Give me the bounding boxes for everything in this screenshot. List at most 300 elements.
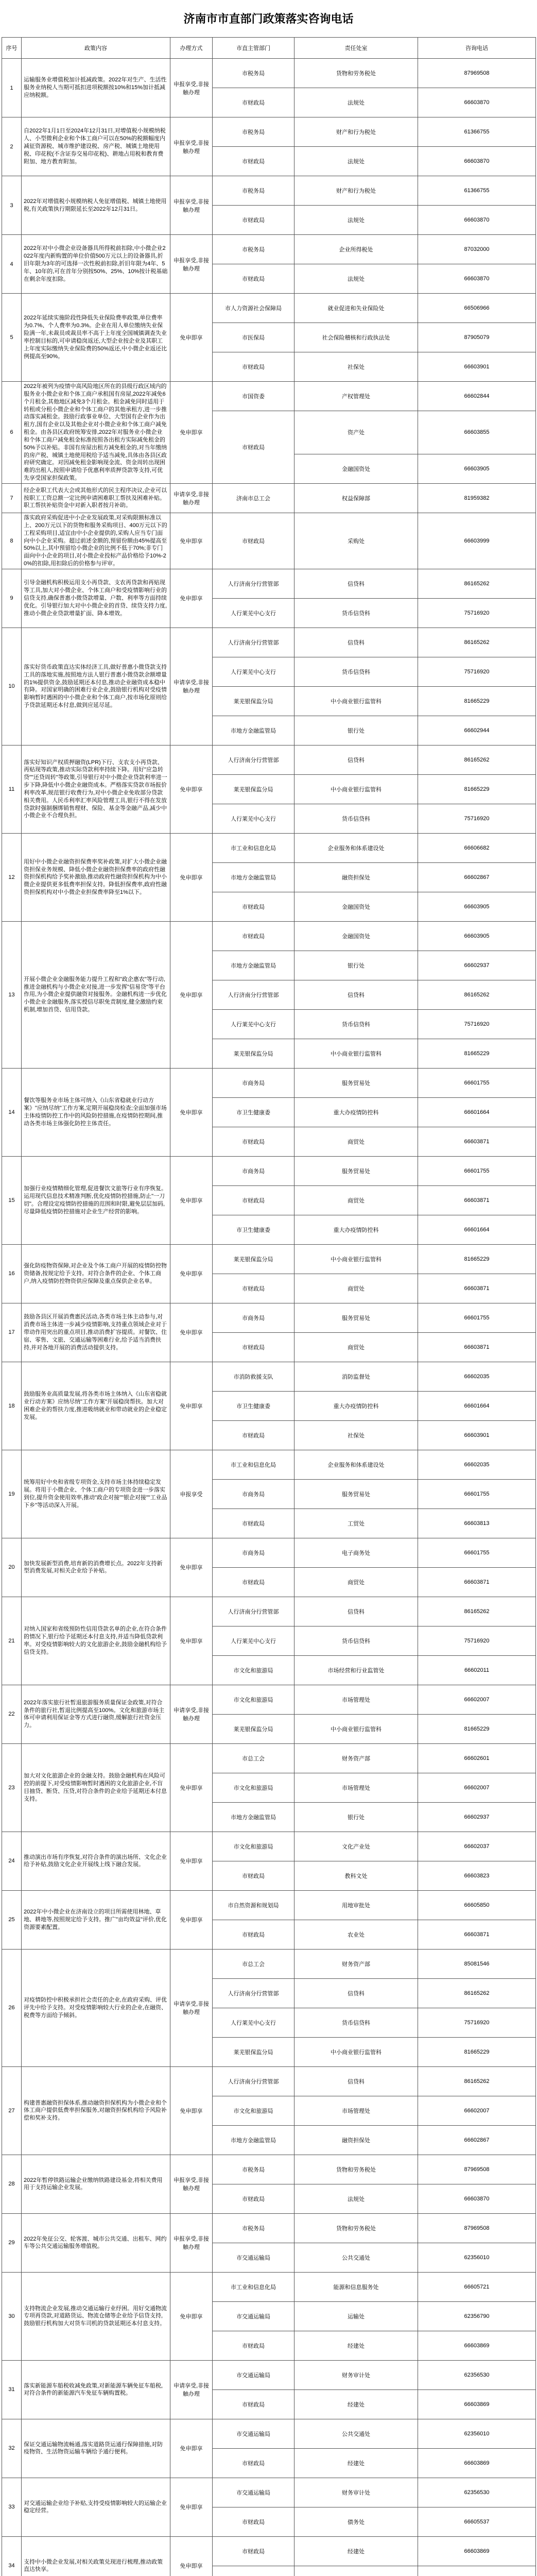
table-row	[2, 294, 536, 323]
handling-method: 免申即享	[170, 1890, 213, 1949]
consult-phone: 66605850	[418, 1890, 536, 1920]
responsible-department: 公共交通处	[295, 2243, 418, 2272]
responsible-department: 银行处	[295, 716, 418, 745]
municipal-unit: 市税务局	[213, 235, 295, 264]
table-row	[2, 2419, 536, 2448]
consult-phone: 86165262	[418, 1978, 536, 2008]
responsible-department: 服务贸易处	[295, 1303, 418, 1332]
table-row	[2, 1743, 536, 1773]
responsible-department: 经建处	[295, 2389, 418, 2419]
consult-phone: 66601755	[418, 1156, 536, 1185]
table-row	[2, 1068, 536, 1097]
consult-phone: 86165262	[418, 2066, 536, 2096]
responsible-department: 融资担保处	[295, 862, 418, 892]
municipal-unit: 人行济南分行营管部	[213, 2066, 295, 2096]
row-index: 10	[2, 628, 22, 745]
policy-content: 加大对文化旅游企业的金融支持。鼓励金融机构在风险可控的前提下,对受疫情影响暂时遇困的文化旅游企业,不盲目抽贷、断贷、压贷,对符合条件的企业给予延期还本付息支持。	[22, 1743, 170, 1832]
responsible-department: 市场经营和行业监管处	[295, 1655, 418, 1685]
handling-method: 免申即享	[170, 513, 213, 569]
municipal-unit: 人行莱芜中心支行	[213, 598, 295, 628]
row-index: 2	[2, 117, 22, 176]
policy-content: 运输服务业增值税加计抵减政策。2022年对生产、生活性服务业纳税人当期可抵扣进项税额按10%和15%加计抵减应纳税额。	[22, 59, 170, 117]
municipal-unit: 市财政局	[213, 411, 295, 484]
consult-phone: 75716920	[418, 1009, 536, 1039]
row-index: 19	[2, 1450, 22, 1538]
municipal-unit: 人行莱芜中心支行	[213, 1009, 295, 1039]
handling-method: 免申即享	[170, 2536, 213, 2576]
table-row	[2, 1890, 536, 1920]
consult-phone: 66603905	[418, 892, 536, 921]
consult-phone: 86165262	[418, 1597, 536, 1626]
responsible-department: 产权管理处	[295, 382, 418, 411]
municipal-unit: 市财政局	[213, 1861, 295, 1890]
table-header-row	[2, 38, 536, 59]
consult-phone: 81665229	[418, 1714, 536, 1743]
table-row	[2, 1832, 536, 1861]
handling-method: 免申即享	[170, 1362, 213, 1450]
responsible-department: 货物和劳务税处	[295, 2155, 418, 2184]
responsible-department: 服务贸易处	[295, 1479, 418, 1509]
municipal-unit: 市财政局	[213, 264, 295, 294]
policy-content: 鼓励服务业高质量发展,将各类市场主体纳入《山东省稳就业行动方案》应纳尽纳"工作方案"开展稳岗帮扶。加大对困难企业的帮扶力度,推进吸纳就业和带动就业的企业稳定发展。	[22, 1362, 170, 1450]
row-index: 28	[2, 2155, 22, 2213]
row-index: 17	[2, 1303, 22, 1362]
municipal-unit: 莱芜银保监分局	[213, 686, 295, 716]
policy-content: 2022年对中小微企业设备器具所得税前扣除,中小微企业2022年度内新购置的单位价值500万元以上的设备器具,折旧年限为3年的可选择一次性税前扣除,折旧年限为4年、5年、10年的,可在首年分别按50%、25%、10%按计税基础在剩余年度扣除。	[22, 235, 170, 294]
consult-phone	[418, 2566, 536, 2576]
row-index: 9	[2, 569, 22, 628]
row-index: 13	[2, 921, 22, 1068]
row-index: 22	[2, 1685, 22, 1743]
table-row	[2, 1362, 536, 1391]
policy-content: 支持中小微企业发展,对相关政策兑现进行梳理,推动政策直达快享。	[22, 2536, 170, 2576]
municipal-unit: 市文化和旅游局	[213, 2096, 295, 2125]
responsible-department: 中小商业银行监管科	[295, 1039, 418, 1068]
policy-content: 2022年落实旅行社暂退旅游服务质量保证金政策,对符合条件的旅行社,暂退比例提高至100%。文化和旅游市场主体可申请利用保证金等方式进行融资,缓解旅行社资金压力。	[22, 1685, 170, 1743]
responsible-department: 经建处	[295, 2448, 418, 2478]
municipal-unit: 市财政局	[213, 2389, 295, 2419]
row-index: 24	[2, 1832, 22, 1890]
consult-phone: 86165262	[418, 980, 536, 1009]
consult-phone: 66603871	[418, 1127, 536, 1156]
consult-phone: 66602867	[418, 862, 536, 892]
responsible-department: 信贷科	[295, 1978, 418, 2008]
row-index: 27	[2, 2066, 22, 2155]
policy-content: 加强行业疫情精细化管理,促进餐饮文旅等行业有序恢复。运用现代信息技术精准判断,优化疫情防控措施,防止"一刀切"。合理设定疫情防控措施的范围和时限,避免层层加码,尽量降低疫情防控措施对企业生产经营的影响。	[22, 1156, 170, 1244]
consult-phone: 66601664	[418, 1215, 536, 1244]
handling-method: 免申即享	[170, 1538, 213, 1597]
municipal-unit: 市财政局	[213, 1274, 295, 1303]
municipal-unit: 市交通运输局	[213, 2243, 295, 2272]
municipal-unit: 市财政局	[213, 1920, 295, 1949]
table-row	[2, 1949, 536, 1978]
responsible-department: 工贸处	[295, 1509, 418, 1538]
handling-method: 免申即享	[170, 1597, 213, 1685]
handling-method: 申请享受,非接触办理	[170, 483, 213, 513]
consult-phone: 66603871	[418, 1567, 536, 1597]
consult-phone: 87032000	[418, 235, 536, 264]
responsible-department: 社会保险稽核和行政执法处	[295, 323, 418, 352]
municipal-unit: 莱芜银保监分局	[213, 2037, 295, 2066]
responsible-department: 信贷科	[295, 980, 418, 1009]
consult-phone: 75716920	[418, 1626, 536, 1655]
policy-content: 构建普惠融资担保体系,推动融资担保机构为小微企业和个体工商户提供低费率担保服务,对融资担保机构给予风险补偿和奖补支持。	[22, 2066, 170, 2155]
policy-content: 强化防疫物资保障,对企业及个体工商户开展的疫情防控物资储备,按规定给予支持。对符合条件的企业、个体工商户,纳入疫情防控物资供应保障及重点保供企业名单。	[22, 1244, 170, 1303]
responsible-department: 采购处	[295, 513, 418, 569]
row-index: 20	[2, 1538, 22, 1597]
handling-method: 免申即享	[170, 1743, 213, 1832]
policy-content: 鼓励各县区开展消费惠民活动,各类市场主体主动参与,对消费市场主体进一步减少疫情影响,支持重点领域企业对于带动作用突出的重点项目,推动消费扩容提质。对餐饮、住宿、零售、文旅、交通运输等困难行业,给予适当消费扶持,并对各地开展的消费活动提供支持。	[22, 1303, 170, 1362]
municipal-unit: 人行莱芜中心支行	[213, 2008, 295, 2037]
responsible-department: 金融国资处	[295, 454, 418, 483]
consult-phone: 61366755	[418, 176, 536, 206]
handling-method: 免申即享	[170, 569, 213, 628]
row-index: 14	[2, 1068, 22, 1156]
policy-content: 2022年中小微企业在济南设立的项目所需使用林地、草地、耕地等,按照规定给予支持。推广"亩均效益"评价,优化资源要素配置。	[22, 1890, 170, 1949]
consult-phone: 66603813	[418, 1509, 536, 1538]
responsible-department: 信贷科	[295, 745, 418, 774]
responsible-department: 商贸处	[295, 1567, 418, 1597]
consult-phone: 66603869	[418, 2448, 536, 2478]
consult-phone: 87969508	[418, 2213, 536, 2243]
consult-phone: 66603901	[418, 352, 536, 382]
responsible-department: 商贸处	[295, 1274, 418, 1303]
policy-content: 落实新能源车船税收减免政策,对新能源车辆免征车船税,对符合条件的新能源汽车免征车辆购置税。	[22, 2360, 170, 2419]
consult-phone: 86165262	[418, 745, 536, 774]
row-index: 15	[2, 1156, 22, 1244]
row-index: 30	[2, 2272, 22, 2360]
municipal-unit: 市文化和旅游局	[213, 1655, 295, 1685]
policy-content: 经企业职工代表大会或其他形式的民主程序决议,企业可以按职工工资总额一定比例申请困难职工帮扶及困难补贴。职工帮扶补贴资金中对新入职者按月补助。	[22, 483, 170, 513]
responsible-department: 货币信贷科	[295, 804, 418, 833]
responsible-department: 法规处	[295, 88, 418, 117]
municipal-unit: 市商务局	[213, 1068, 295, 1097]
responsible-department: 货币信贷科	[295, 598, 418, 628]
responsible-department: 法规处	[295, 264, 418, 294]
responsible-department: 货物和劳务税处	[295, 59, 418, 88]
municipal-unit: 市交通运输局	[213, 2478, 295, 2507]
responsible-department: 中小商业银行监管科	[295, 686, 418, 716]
consult-phone: 87969508	[418, 59, 536, 88]
municipal-unit: 市商务局	[213, 1479, 295, 1509]
policy-content: 落实好货币政策直达实体经济工具,做好普惠小微贷款支持工具的落地实施,按照地方法人银行普惠小微贷款余额增量的1%提供资金,鼓励延期还本付息,推动企业融资成本稳中有降。对国家明确的困难行业企业,鼓励银行机构对受疫情影响暂时遇困的中小微企业和个体工商户,按市场化原则给予贷款延期还本付息,做到应延尽延。	[22, 628, 170, 745]
table-row	[2, 117, 536, 147]
table-row	[2, 382, 536, 411]
responsible-department: 财产和行为税处	[295, 117, 418, 147]
municipal-unit: 市总工会	[213, 1949, 295, 1978]
row-index: 8	[2, 513, 22, 569]
responsible-department: 重大办疫情防控科	[295, 1391, 418, 1420]
responsible-department: 财产和行为税处	[295, 176, 418, 206]
consult-phone: 66603871	[418, 1332, 536, 1362]
municipal-unit: 市商务局	[213, 1303, 295, 1332]
col-header-department: 责任处室	[295, 38, 418, 59]
consult-phone: 81959382	[418, 483, 536, 513]
policy-content: 自2022年1月1日至2024年12月31日,对增值税小规模纳税人、小型微利企业和个体工商户可以在50%的税额幅度内减征资源税、城市维护建设税、房产税、城镇土地使用税、印花税(不含证券交易印花税)、耕地占用税和教育费附加、地方教育附加。	[22, 117, 170, 176]
municipal-unit: 市交通运输局	[213, 2419, 295, 2448]
responsible-department	[295, 2566, 418, 2576]
municipal-unit: 市文化和旅游局	[213, 1685, 295, 1714]
municipal-unit: 人行济南分行营管部	[213, 628, 295, 657]
table-row	[2, 1303, 536, 1332]
municipal-unit: 市财政局	[213, 2536, 295, 2566]
municipal-unit: 市税务局	[213, 2213, 295, 2243]
policy-content: 加快发展新型消费,培育新的消费增长点。2022年支持新型消费发展,对相关企业给予补贴。	[22, 1538, 170, 1597]
policy-contact-table	[2, 37, 536, 2576]
consult-phone: 62356010	[418, 2419, 536, 2448]
handling-method: 申报享受,非接触办理	[170, 176, 213, 235]
responsible-department: 经建处	[295, 2536, 418, 2566]
responsible-department: 农业处	[295, 1920, 418, 1949]
policy-content: 落实政府采购促进中小企业发展政策,对采购限额标准以上、200万元以下的货物和服务采购项目、400万元以下的工程采购项目,适宜由中小企业提供的,采购人应当专门面向中小企业采购。超过前述金额的,预留份额由45%提高至50%以上,其中预留给小微企业的比例不低于70%;非专门面向中小企业的项目,对小微企业投标产品价格给予10%-20%的扣除,用扣除后的价格参与评审。	[22, 513, 170, 569]
municipal-unit: 人行莱芜中心支行	[213, 804, 295, 833]
handling-method: 免申即享	[170, 2272, 213, 2360]
col-header-index: 序号	[2, 38, 22, 59]
consult-phone: 66602844	[418, 382, 536, 411]
municipal-unit: 莱芜银保监分局	[213, 1039, 295, 1068]
municipal-unit: 市文化和旅游局	[213, 1832, 295, 1861]
municipal-unit: 市工业和信息化局	[213, 2272, 295, 2301]
policy-content: 开展小微企业金融服务能力提升工程和"政企惠农"等行动,推进金融机构与小微企业对接,进一步发挥"信易贷"等平台作用,为小微企业提供融资对接服务。金融机构进一步优化小微企业金融服务,落实授信尽职免责制度,健全激励约束机制,增加首贷、信用贷款。	[22, 921, 170, 1068]
consult-phone: 66603870	[418, 206, 536, 235]
municipal-unit: 市商务局	[213, 1156, 295, 1185]
responsible-department: 法规处	[295, 2184, 418, 2213]
consult-phone: 75716920	[418, 804, 536, 833]
municipal-unit: 市卫生健康委	[213, 1391, 295, 1420]
consult-phone: 66603901	[418, 1420, 536, 1450]
row-index: 32	[2, 2419, 22, 2478]
handling-method: 免申即享	[170, 745, 213, 833]
handling-method: 免申即享	[170, 294, 213, 382]
responsible-department: 企业服务和体系建设处	[295, 833, 418, 862]
municipal-unit	[213, 2566, 295, 2576]
consult-phone: 66603871	[418, 1920, 536, 1949]
consult-phone: 66602944	[418, 716, 536, 745]
consult-phone: 66603869	[418, 2331, 536, 2360]
policy-content: 2022年延续实施阶段性降低失业保险费率政策,单位费率为0.7%、个人费率为0.3%。企业在用人单位缴纳失业保险满一年,未裁员或裁员率不高于上年度全国城镇调查失业率控制目标的,可申请稳岗返还,大型企业按企业及其职工上年度实际缴纳失业保险费的50%返还,中小微企业返还比例提高至90%。	[22, 294, 170, 382]
consult-phone: 66603905	[418, 454, 536, 483]
table-body	[2, 59, 536, 2576]
policy-content: 保证交通运输物流畅通,落实道路货运通行保障措施,对防疫物资、生活物资运输车辆给予通行便利。	[22, 2419, 170, 2478]
municipal-unit: 市交通运输局	[213, 2360, 295, 2389]
responsible-department: 服务贸易处	[295, 1156, 418, 1185]
handling-method: 免申即享	[170, 2419, 213, 2478]
consult-phone: 66605721	[418, 2272, 536, 2301]
municipal-unit: 市交通运输局	[213, 2301, 295, 2331]
table-row	[2, 2360, 536, 2389]
municipal-unit: 市财政局	[213, 147, 295, 176]
responsible-department: 信贷科	[295, 628, 418, 657]
municipal-unit: 市财政局	[213, 88, 295, 117]
municipal-unit: 市财政局	[213, 1127, 295, 1156]
municipal-unit: 市财政局	[213, 892, 295, 921]
table-row	[2, 483, 536, 513]
consult-phone: 86165262	[418, 569, 536, 598]
responsible-department: 资产处	[295, 411, 418, 454]
consult-phone: 81665229	[418, 774, 536, 804]
row-index: 26	[2, 1949, 22, 2066]
consult-phone: 62356790	[418, 2301, 536, 2331]
policy-content: 对交通运输企业给予补贴,支持受疫情影响较大的运输企业稳定经营。	[22, 2478, 170, 2536]
responsible-department: 中小商业银行监管科	[295, 1244, 418, 1274]
consult-phone: 66602011	[418, 1655, 536, 1685]
responsible-department: 商贸处	[295, 1332, 418, 1362]
responsible-department: 法规处	[295, 206, 418, 235]
responsible-department: 文化产业处	[295, 1832, 418, 1861]
responsible-department: 中小商业银行监管科	[295, 774, 418, 804]
consult-phone: 66606682	[418, 833, 536, 862]
responsible-department: 就业促进和失业保险处	[295, 294, 418, 323]
responsible-department: 信贷科	[295, 2066, 418, 2096]
responsible-department: 信贷科	[295, 569, 418, 598]
handling-method: 免申即享	[170, 1303, 213, 1362]
table-row	[2, 628, 536, 657]
consult-phone: 81665229	[418, 1244, 536, 1274]
table-row	[2, 2155, 536, 2184]
handling-method: 申报享受,非接触办理	[170, 59, 213, 117]
responsible-department: 用地审批处	[295, 1890, 418, 1920]
consult-phone: 86165262	[418, 628, 536, 657]
responsible-department: 能源和信息服务处	[295, 2272, 418, 2301]
consult-phone: 66603871	[418, 1274, 536, 1303]
municipal-unit: 人行济南分行营管部	[213, 745, 295, 774]
consult-phone: 66602007	[418, 1685, 536, 1714]
responsible-department: 权益保障部	[295, 483, 418, 513]
municipal-unit: 市人力资源社会保障局	[213, 294, 295, 323]
responsible-department: 商贸处	[295, 1127, 418, 1156]
municipal-unit: 市财政局	[213, 2507, 295, 2536]
handling-method: 免申即享	[170, 2066, 213, 2155]
responsible-department: 财务审计处	[295, 2478, 418, 2507]
responsible-department: 社保处	[295, 352, 418, 382]
table-row	[2, 2213, 536, 2243]
responsible-department: 货物和劳务税处	[295, 2213, 418, 2243]
table-row	[2, 745, 536, 774]
responsible-department: 财务审计处	[295, 2360, 418, 2389]
responsible-department: 企业所得税处	[295, 235, 418, 264]
responsible-department: 金融国资处	[295, 921, 418, 951]
responsible-department: 货币信贷科	[295, 1626, 418, 1655]
handling-method: 申请享受,非接触办理	[170, 1685, 213, 1743]
consult-phone: 66603823	[418, 1861, 536, 1890]
consult-phone: 75716920	[418, 657, 536, 686]
municipal-unit: 市财政局	[213, 1420, 295, 1450]
handling-method: 免申即享	[170, 1156, 213, 1244]
row-index: 29	[2, 2213, 22, 2272]
page-title: 济南市市直部门政策落实咨询电话	[183, 12, 354, 25]
policy-content: 2022年免征公交、轮客渡、城市公共交通、出租车、网约车等公共交通运输服务增值税。	[22, 2213, 170, 2272]
row-index: 11	[2, 745, 22, 833]
handling-method: 免申即享	[170, 833, 213, 921]
handling-method: 免申即享	[170, 1244, 213, 1303]
table-row	[2, 1244, 536, 1274]
responsible-department: 市场管理处	[295, 1685, 418, 1714]
row-index: 25	[2, 1890, 22, 1949]
table-row	[2, 2536, 536, 2566]
municipal-unit: 市国资委	[213, 382, 295, 411]
handling-method: 申请享受,非接触办理	[170, 628, 213, 745]
handling-method: 免申即享	[170, 921, 213, 1068]
row-index: 34	[2, 2536, 22, 2576]
responsible-department: 市场管理处	[295, 1773, 418, 1802]
consult-phone: 66601664	[418, 1391, 536, 1420]
handling-method: 免申即享	[170, 2478, 213, 2536]
municipal-unit: 人行济南分行营管部	[213, 1597, 295, 1626]
handling-method: 申报享受,非接触办理	[170, 235, 213, 294]
responsible-department: 银行处	[295, 951, 418, 980]
responsible-department: 电子商务处	[295, 1538, 418, 1567]
responsible-department: 商贸处	[295, 1185, 418, 1215]
handling-method: 免申即享	[170, 382, 213, 484]
col-header-method: 办理方式	[170, 38, 213, 59]
municipal-unit: 市税务局	[213, 2155, 295, 2184]
municipal-unit: 莱芜银保监分局	[213, 1714, 295, 1743]
responsible-department: 融资担保处	[295, 2125, 418, 2155]
consult-phone: 62356530	[418, 2478, 536, 2507]
responsible-department: 法规处	[295, 147, 418, 176]
responsible-department: 社保处	[295, 1420, 418, 1450]
municipal-unit: 市卫生健康委	[213, 1097, 295, 1127]
consult-phone: 66602867	[418, 2125, 536, 2155]
consult-phone: 66603870	[418, 2184, 536, 2213]
municipal-unit: 市财政局	[213, 206, 295, 235]
handling-method: 申请享受,非接触办理	[170, 1949, 213, 2066]
consult-phone: 87905079	[418, 323, 536, 352]
consult-phone: 66605537	[418, 2507, 536, 2536]
table-row	[2, 1538, 536, 1567]
consult-phone: 66602007	[418, 1773, 536, 1802]
policy-content: 统筹用好中央和省级专项资金,支持市场主体持续稳定发展。将用于小微企业、个体工商户的专项资金进一步落实到位,提升资金使用效率,推动"政企对接""银企对接""工业品下乡"等活动深入开展。	[22, 1450, 170, 1538]
policy-content: 落实好知识产权质押融资(LPR)下行、支农支小再贷款、再贴现等政策,推动实际贷款利率持续下降。用好"应急转贷""还贷周转"等政策,引导银行对中小微企业贷款利率进一步下降,降低中小微企业融资成本。严格落实贷款市场报价利率改革,规范银行收费行为,对中小微企业免收部分贷款相关费用。人民币利率汇率风险管理工具,银行不得在发放贷款时强制捆绑销售理财、保险、基金等金融产品,减少中小微企业不合理负担。	[22, 745, 170, 833]
municipal-unit: 市财政局	[213, 1567, 295, 1597]
municipal-unit: 市自然资源和规划局	[213, 1890, 295, 1920]
responsible-department: 经建处	[295, 2331, 418, 2360]
municipal-unit: 市商务局	[213, 1538, 295, 1567]
municipal-unit: 市医保局	[213, 323, 295, 352]
handling-method: 免申即享	[170, 1068, 213, 1156]
municipal-unit: 市财政局	[213, 2184, 295, 2213]
responsible-department: 公共交通处	[295, 2419, 418, 2448]
responsible-department: 金融国资处	[295, 892, 418, 921]
municipal-unit: 市文化和旅游局	[213, 1773, 295, 1802]
row-index: 18	[2, 1362, 22, 1450]
consult-phone: 66603905	[418, 921, 536, 951]
consult-phone: 66603870	[418, 147, 536, 176]
policy-content: 餐饮等服务业市场主体可纳入《山东省稳就业行动方案》"应纳尽纳"工作方案,定期开展稳岗检查;全面加强市场主体疫情防控工作中的风险防控措施,在疫情防控期间,推动各类市场主体强化防控主体责任。	[22, 1068, 170, 1156]
municipal-unit: 市工业和信息化局	[213, 833, 295, 862]
responsible-department: 货币信贷科	[295, 2008, 418, 2037]
municipal-unit: 市财政局	[213, 2448, 295, 2478]
table-row	[2, 235, 536, 264]
policy-content: 对纳入国家和省级预防性信用贷款名单的企业,在符合条件的情况下,银行给予延期还本付息支持,并适当降低贷款利率。对受疫情影响较大的文化旅游企业,鼓励金融机构给予信贷支持。	[22, 1597, 170, 1685]
consult-phone: 81665229	[418, 2037, 536, 2066]
municipal-unit: 市地方金融监管局	[213, 716, 295, 745]
consult-phone: 75716920	[418, 598, 536, 628]
municipal-unit: 市财政局	[213, 352, 295, 382]
row-index: 12	[2, 833, 22, 921]
consult-phone: 66603870	[418, 264, 536, 294]
table-row	[2, 1597, 536, 1626]
municipal-unit: 市地方金融监管局	[213, 862, 295, 892]
responsible-department: 财务资产部	[295, 1743, 418, 1773]
consult-phone: 66603869	[418, 2389, 536, 2419]
municipal-unit: 市地方金融监管局	[213, 2125, 295, 2155]
consult-phone: 62356530	[418, 2360, 536, 2389]
consult-phone: 66602937	[418, 951, 536, 980]
municipal-unit: 市税务局	[213, 117, 295, 147]
responsible-department: 服务贸易处	[295, 1068, 418, 1097]
handling-method: 免申即享	[170, 1832, 213, 1890]
